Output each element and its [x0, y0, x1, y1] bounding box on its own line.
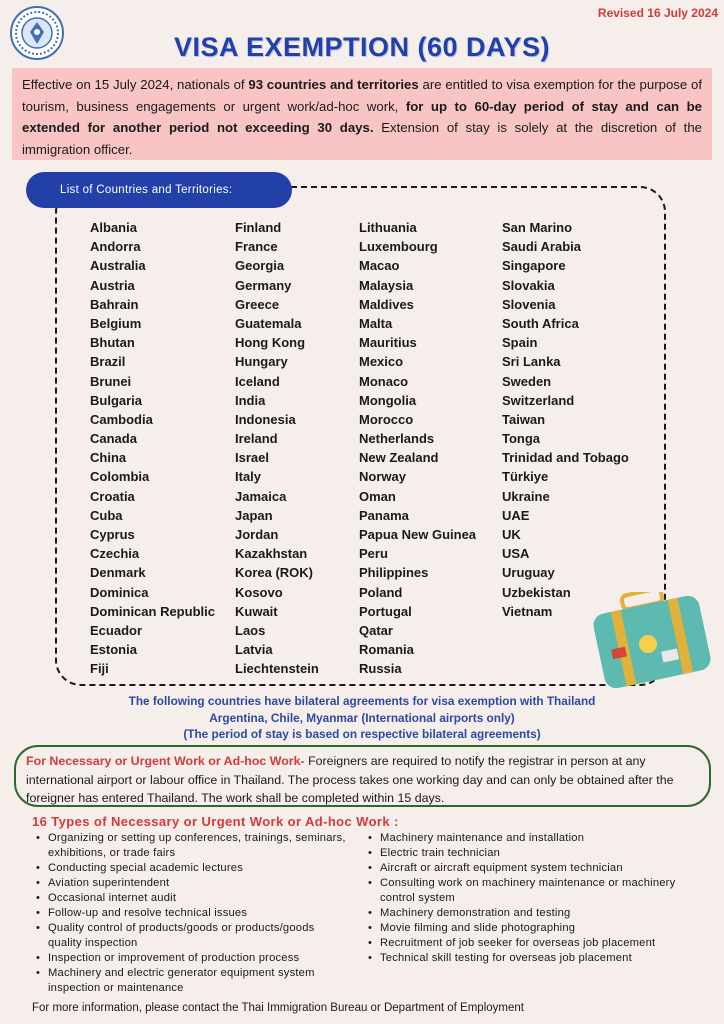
country-item: Vietnam	[502, 603, 553, 619]
country-item: Portugal	[359, 603, 412, 619]
country-item: Kazakhstan	[235, 546, 308, 562]
country-item: Kosovo	[235, 584, 283, 600]
country-item: Tonga	[502, 431, 541, 447]
country-item: UK	[502, 527, 521, 542]
country-item: Uruguay	[502, 565, 555, 581]
country-item: Dominica	[90, 584, 149, 600]
country-item: Laos	[235, 622, 266, 638]
country-item: San Marino	[502, 220, 573, 235]
country-item: South Africa	[502, 315, 579, 331]
work-type-item: • Quality control of products/goods or products/goods quality inspection	[34, 921, 346, 951]
country-item: Denmark	[90, 565, 146, 581]
country-item: Taiwan	[502, 411, 546, 427]
revised-date: Revised 16 July 2024	[597, 6, 718, 20]
country-item: Spain	[502, 335, 538, 351]
country-item: Lithuania	[359, 220, 417, 235]
footer-contact: For more information, please contact the Thai Immigration Bureau or Department of Employment	[32, 1002, 524, 1014]
country-item: Malta	[359, 315, 393, 331]
country-item: Georgia	[235, 258, 285, 274]
country-item: Finland	[235, 220, 282, 235]
country-item: Morocco	[359, 411, 414, 427]
country-item: Singapore	[502, 258, 566, 274]
country-item: Hungary	[235, 354, 288, 370]
country-item: Poland	[359, 584, 403, 600]
country-item: Türkiye	[502, 469, 549, 485]
country-column-1	[90, 218, 215, 679]
country-item: Canada	[90, 431, 137, 447]
country-item: Slovakia	[502, 277, 555, 293]
country-item: Indonesia	[235, 411, 296, 427]
country-item: Austria	[90, 277, 135, 293]
country-item: Oman	[359, 488, 396, 504]
country-item: Macao	[359, 258, 400, 274]
country-item: Brunei	[90, 373, 132, 389]
work-type-item: • Follow-up and resolve technical issues	[34, 906, 346, 921]
country-item: Ecuador	[90, 622, 143, 638]
work-types-right-list	[366, 831, 706, 966]
work-type-item: • Consulting work on machinery maintenance or machinery control system	[366, 876, 706, 906]
country-item: Luxembourg	[359, 239, 438, 255]
country-column-2	[235, 218, 319, 679]
urgent-work-box	[14, 745, 711, 807]
bilateral-agreements-note	[0, 693, 724, 743]
work-type-item: • Technical skill testing for overseas job placement	[366, 951, 706, 966]
country-column-3	[359, 218, 476, 679]
country-item: Cambodia	[90, 411, 153, 427]
country-item: Brazil	[90, 354, 126, 370]
work-types-title: 16 Types of Necessary or Urgent Work or Ad-hoc Work :	[32, 814, 399, 829]
country-item: Malaysia	[359, 277, 414, 293]
country-item: Slovenia	[502, 296, 556, 312]
work-type-item: • Machinery demonstration and testing	[366, 906, 706, 921]
country-item: Japan	[235, 507, 273, 523]
country-item: Saudi Arabia	[502, 239, 581, 255]
country-item: Bahrain	[90, 296, 139, 312]
work-type-item: • Electric train technician	[366, 846, 706, 861]
country-item: Croatia	[90, 488, 135, 504]
country-item: Albania	[90, 220, 137, 235]
work-type-item: • Inspection or improvement of production process	[34, 951, 346, 966]
country-item: Czechia	[90, 546, 140, 562]
bilateral-line-1: The following countries have bilateral agreements for visa exemption with Thailand	[128, 694, 596, 708]
country-item: Philippines	[359, 565, 429, 581]
country-item: Papua New Guinea	[359, 527, 477, 542]
country-item: Norway	[359, 469, 406, 485]
country-item: Qatar	[359, 622, 393, 638]
country-item: Peru	[359, 546, 388, 562]
country-item: Latvia	[235, 642, 273, 658]
work-type-item: • Conducting special academic lectures	[34, 861, 346, 876]
country-item: Israel	[235, 450, 269, 466]
country-item: UAE	[502, 507, 530, 523]
country-item: Italy	[235, 469, 262, 485]
work-type-item: • Occasional internet audit	[34, 891, 346, 906]
country-item: Cuba	[90, 507, 123, 523]
country-column-4	[502, 218, 629, 621]
country-item: Ireland	[235, 431, 278, 447]
country-item: New Zealand	[359, 450, 439, 466]
country-item: Belgium	[90, 315, 142, 331]
country-item: Germany	[235, 277, 292, 293]
country-item: Sri Lanka	[502, 354, 561, 370]
country-item: Guatemala	[235, 315, 302, 331]
country-item: Iceland	[235, 373, 280, 389]
country-item: Romania	[359, 642, 414, 658]
country-item: Mongolia	[359, 392, 417, 408]
country-item: Sweden	[502, 373, 552, 389]
country-item: Jordan	[235, 527, 279, 542]
country-item: Maldives	[359, 296, 414, 312]
work-types-left-list	[34, 831, 346, 996]
country-item: Greece	[235, 296, 280, 312]
country-item: Liechtenstein	[235, 661, 319, 677]
country-item: Panama	[359, 507, 409, 523]
country-item: Jamaica	[235, 488, 287, 504]
country-item: Trinidad and Tobago	[502, 450, 629, 466]
country-item: France	[235, 239, 278, 255]
work-type-item: • Machinery and electric generator equipment system inspection or maintenance	[34, 966, 346, 996]
country-item: Netherlands	[359, 431, 435, 447]
urgent-work-text: - Foreigners are required to notify the registrar in person at any international airport or labour office in Thailand. The process takes one working day and can only be obtained after the foreigner has entered Thailand. The work shall be completed within 15 days.	[26, 754, 674, 805]
intro-paragraph: Effective on 15 July 2024, nationals of 93 countries and territories are entitled to visa exemption for the purpose of tourism, business engagements or urgent work/ad-hoc work, for up to 60-day period of stay and can be extended for another period not exceeding 30 days. Extension of stay is solely at the discretion of the immigration officer.	[12, 68, 712, 160]
country-item: Mauritius	[359, 335, 417, 351]
work-type-item: • Aviation superintendent	[34, 876, 346, 891]
countries-list-label: List of Countries and Territories:	[26, 172, 292, 208]
page-title: VISA EXEMPTION (60 DAYS)	[173, 32, 551, 62]
bilateral-line-2: Argentina, Chile, Myanmar (International airports only)	[209, 710, 515, 725]
country-item: Andorra	[90, 239, 141, 255]
country-item: USA	[502, 546, 530, 562]
work-type-item: • Organizing or setting up conferences, trainings, seminars, exhibitions, or trade fairs	[34, 831, 346, 861]
country-item: Switzerland	[502, 392, 575, 408]
country-item: Bulgaria	[90, 392, 143, 408]
work-type-item: • Aircraft or aircraft equipment system technician	[366, 861, 706, 876]
country-item: Uzbekistan	[502, 584, 571, 600]
country-item: Estonia	[90, 642, 137, 658]
country-item: China	[90, 450, 127, 466]
country-item: Colombia	[90, 469, 150, 485]
country-item: Ukraine	[502, 488, 550, 504]
country-item: India	[235, 392, 266, 408]
bilateral-line-3: (The period of stay is based on respective bilateral agreements)	[183, 727, 541, 741]
country-item: Dominican Republic	[90, 603, 215, 619]
country-item: Australia	[90, 258, 146, 274]
country-item: Kuwait	[235, 603, 278, 619]
work-type-item: • Recruitment of job seeker for overseas job placement	[366, 936, 706, 951]
country-item: Monaco	[359, 373, 409, 389]
country-item: Bhutan	[90, 335, 135, 351]
country-item: Fiji	[90, 661, 109, 677]
country-item: Russia	[359, 661, 402, 677]
suitcase-icon	[592, 592, 716, 693]
country-item: Cyprus	[90, 527, 135, 542]
country-item: Hong Kong	[235, 335, 306, 351]
work-type-item: • Movie filming and slide photographing	[366, 921, 706, 936]
urgent-work-label: For Necessary or Urgent Work or Ad-hoc Work	[26, 754, 301, 768]
work-type-item: • Machinery maintenance and installation	[366, 831, 706, 846]
country-item: Korea (ROK)	[235, 565, 314, 581]
country-item: Mexico	[359, 354, 404, 370]
